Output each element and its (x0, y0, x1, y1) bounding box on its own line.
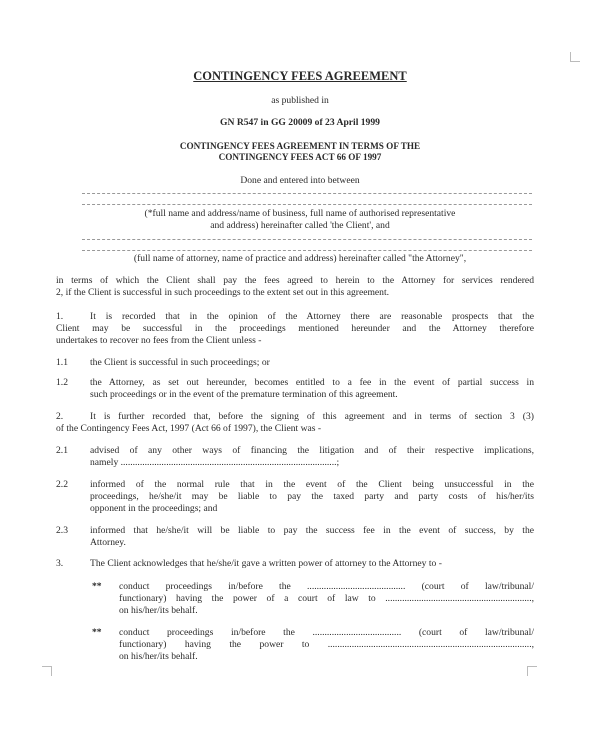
subtitle-line: CONTINGENCY FEES AGREEMENT IN TERMS OF THE (179, 141, 421, 151)
document-title: CONTINGENCY FEES AGREEMENT (193, 69, 407, 83)
bullet-marker: ** (92, 581, 102, 592)
clause-line: undertakes to recover no fees from the Client unless - (56, 335, 262, 346)
clause-line: informed that he/she/it will be liable to pay the success fee in the event of success, by the (90, 525, 534, 536)
done-label: Done and entered into between (240, 175, 360, 186)
clause-line: of the Contingency Fees Act, 1997 (Act 66 of 1997), the Client was - (56, 423, 322, 434)
clause-line: It is recorded that in the opinion of the Attorney there are reasonable prospects that the (90, 311, 534, 322)
attorney-note: (full name of attorney, name of practice and address) hereinafter called "the Attorney", (133, 253, 467, 264)
clause-line: the Client is successful in such proceedings; or (90, 357, 270, 368)
clause-number: 2. (56, 411, 64, 422)
clause-line: Client may be successful in the proceedings mentioned hereunder and the Attorney therefore (56, 323, 534, 334)
client-name-field[interactable] (82, 193, 532, 194)
clause-number: 1.2 (56, 377, 68, 388)
clause-number: 3. (56, 558, 64, 569)
client-address-field[interactable] (82, 204, 532, 205)
bullet-marker: ** (92, 627, 102, 638)
attorney-address-field[interactable] (82, 250, 532, 251)
clause-line: Attorney. (90, 537, 126, 548)
margin-corner-mark (570, 52, 580, 62)
published-label: as published in (271, 95, 329, 106)
intro-line: 2, if the Client is successful in such proceedings to the extent set out in this agreement. (56, 287, 390, 298)
clause-line: the Attorney, as set out hereunder, becomes entitled to a fee in the event of partial success in (90, 377, 534, 388)
clause-number: 1. (56, 311, 64, 322)
clause-line: informed of the normal rule that in the event of the Client being unsuccessful in the (90, 479, 534, 490)
client-note: and address) hereinafter called 'the Client', and (210, 220, 390, 231)
clause-line: It is further recorded that, before the signing of this agreement and in terms of section 3 (3) (90, 411, 534, 422)
intro-line: in terms of which the Client shall pay the fees agreed to herein to the Attorney for services rendered (56, 275, 534, 286)
attorney-name-field[interactable] (82, 239, 532, 240)
clause-number: 1.1 (56, 357, 68, 368)
clause-line: proceedings, he/she/it may be liable to pay the taxed party and party costs of his/her/its (90, 491, 534, 502)
clause-line[interactable]: namely ..........................................................................................; (90, 457, 340, 468)
clause-line: on his/her/its behalf. (119, 651, 198, 662)
clause-line: conduct proceedings in/before the ......................................... (court of law/tribunal/ (119, 581, 534, 592)
clause-number: 2.1 (56, 445, 68, 456)
clause-line: conduct proceedings in/before the ..................................... (court of law/tribunal/ (119, 627, 534, 638)
clause-line: on his/her/its behalf. (119, 605, 198, 616)
client-note: (*full name and address/name of business, full name of authorised representative (144, 208, 456, 219)
subtitle-line: CONTINGENCY FEES ACT 66 OF 1997 (218, 152, 382, 162)
clause-line: functionary) having the power of a court of law to ............................................................., (119, 593, 534, 604)
clause-line: such proceedings or in the event of the premature termination of this agreement. (90, 389, 398, 400)
clause-line: functionary) having the power to ....................................................................................., (119, 639, 534, 650)
clause-number: 2.3 (56, 525, 68, 536)
gazette-reference: GN R547 in GG 20009 of 23 April 1999 (220, 117, 380, 128)
clause-number: 2.2 (56, 479, 68, 490)
margin-corner-mark (527, 666, 537, 676)
clause-line: advised of any other ways of financing the litigation and of their respective implications, (90, 445, 534, 456)
clause-line: opponent in the proceedings; and (90, 503, 218, 514)
margin-corner-mark (42, 666, 52, 676)
clause-line: The Client acknowledges that he/she/it gave a written power of attorney to the Attorney to - (90, 558, 442, 569)
